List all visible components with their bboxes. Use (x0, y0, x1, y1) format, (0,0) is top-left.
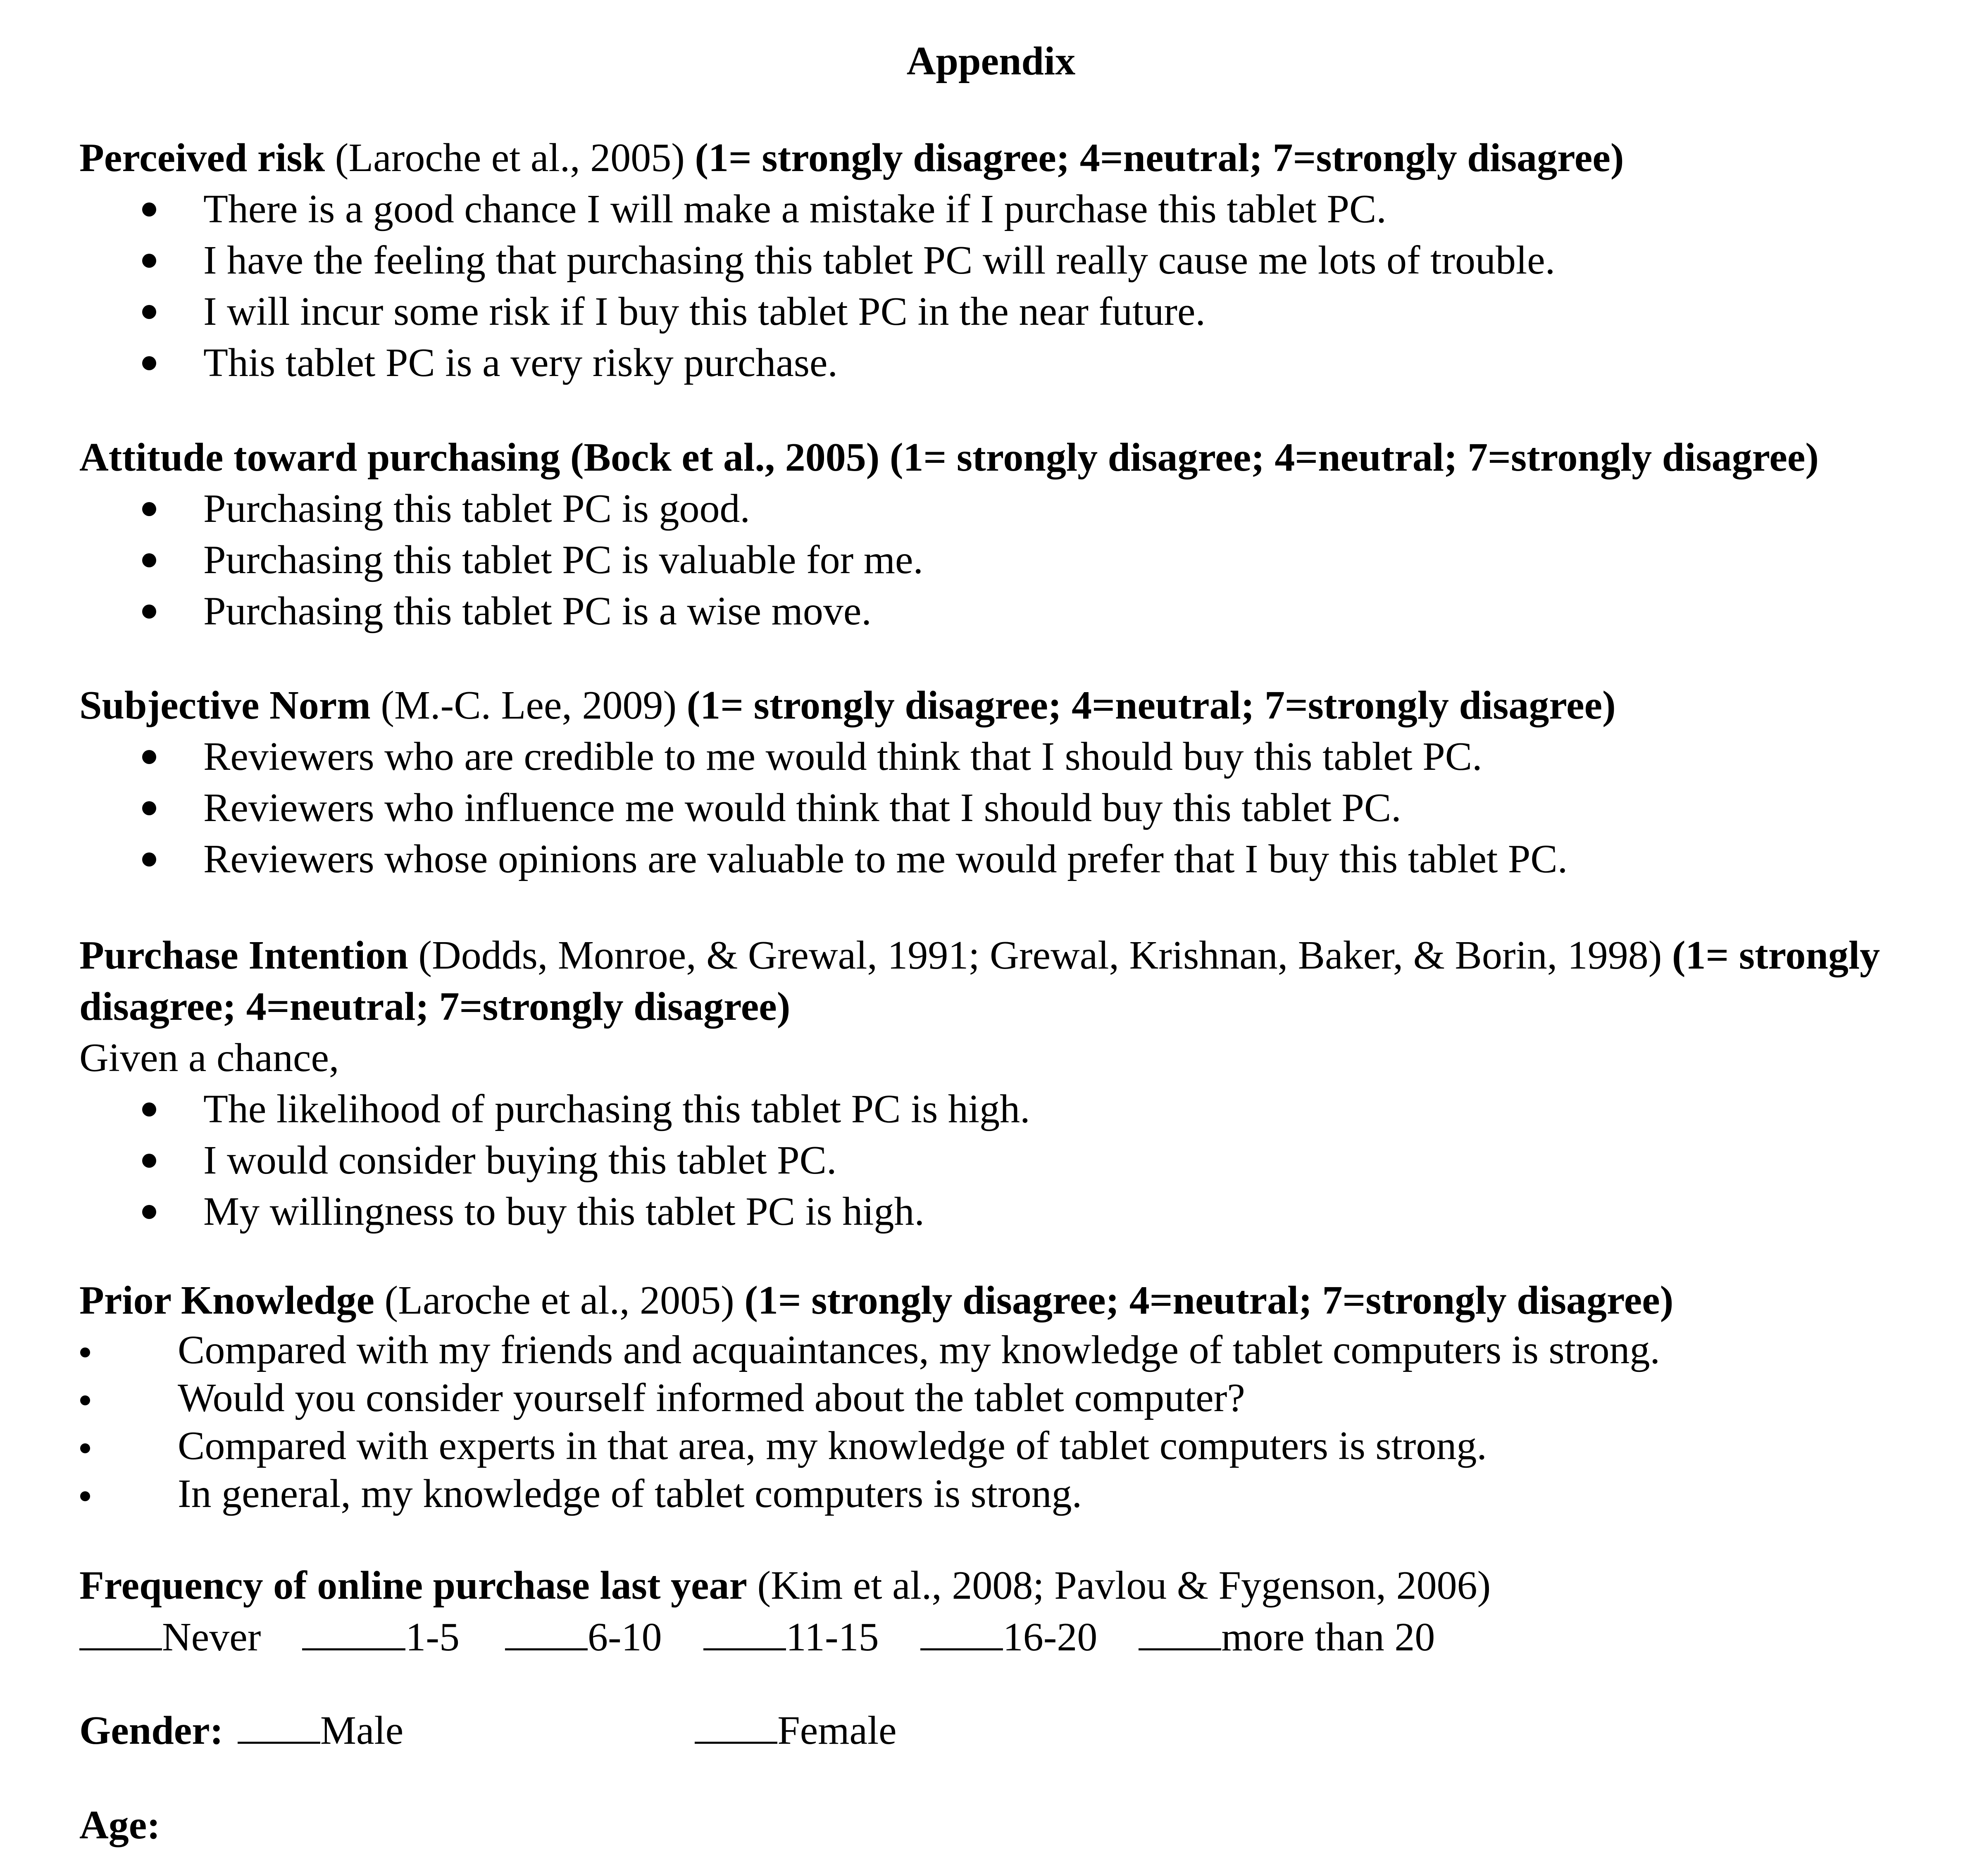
section-heading (79, 930, 1964, 981)
section-age (79, 1800, 1964, 1851)
heading-scale: (1= strongly disagree; 4=neutral; 7=strongly disagree) (744, 1278, 1674, 1323)
bullet-icon (80, 1491, 90, 1501)
gender-label: Gender: (79, 1708, 224, 1753)
heading-citation: (Laroche et al., 2005) (325, 136, 695, 180)
list-item (79, 337, 1964, 388)
gender-option-male[interactable] (238, 1705, 403, 1756)
bullet-icon (142, 254, 156, 268)
heading-title: Prior Knowledge (79, 1278, 375, 1323)
section-gender (79, 1705, 1964, 1756)
list-item (79, 1470, 1964, 1518)
age-row (79, 1800, 1964, 1851)
option-label: 6-10 (588, 1615, 662, 1659)
item-text: Compared with experts in that area, my knowledge of tablet computers is strong. (178, 1424, 1487, 1468)
bullet-icon (142, 801, 156, 815)
list-item (79, 286, 1964, 337)
heading-title: Frequency of online purchase last year (79, 1563, 748, 1608)
bullet-icon (142, 1154, 156, 1168)
age-label: Age: (79, 1803, 160, 1847)
frequency-option[interactable] (505, 1611, 662, 1663)
item-text: Purchasing this tablet PC is good. (203, 486, 750, 531)
option-label: Never (162, 1615, 261, 1659)
item-list (79, 1083, 1964, 1237)
bullet-icon (80, 1443, 90, 1453)
list-item (79, 1374, 1964, 1422)
item-text: Purchasing this tablet PC is valuable for me. (203, 538, 923, 582)
section-purchase-intention (79, 930, 1964, 1237)
item-text: Reviewers who influence me would think that I should buy this tablet PC. (203, 786, 1401, 830)
section-heading (79, 432, 1964, 483)
section-subjective-norm (79, 680, 1964, 885)
heading-scale: (1= strongly disagree; 4=neutral; 7=strongly disagree) (686, 683, 1616, 728)
item-text: Reviewers whose opinions are valuable to me would prefer that I buy this tablet PC. (203, 837, 1568, 881)
item-list (79, 183, 1964, 388)
option-label: Male (320, 1708, 404, 1753)
item-text: In general, my knowledge of tablet computers is strong. (178, 1471, 1082, 1516)
list-item (79, 534, 1964, 586)
item-text: Compared with my friends and acquaintances, my knowledge of tablet computers is strong. (178, 1328, 1660, 1372)
option-label: 11-15 (786, 1615, 879, 1659)
heading-citation: (M.-C. Lee, 2009) (370, 683, 687, 728)
frequency-options (79, 1611, 1964, 1663)
bullet-icon (142, 553, 156, 567)
item-text: I would consider buying this tablet PC. (203, 1138, 837, 1183)
option-label: 16-20 (1003, 1615, 1098, 1659)
section-prior-knowledge (79, 1275, 1964, 1518)
heading-citation: (Kim et al., 2008; Pavlou & Fygenson, 2006) (747, 1563, 1491, 1608)
item-text: There is a good chance I will make a mistake if I purchase this tablet PC. (203, 187, 1386, 231)
section-perceived-risk (79, 132, 1964, 388)
bullet-icon (142, 1205, 156, 1219)
section-heading (79, 132, 1964, 183)
answer-blank[interactable] (703, 1611, 786, 1650)
list-item (79, 1326, 1964, 1374)
gender-row (79, 1705, 1964, 1756)
list-item (79, 235, 1964, 286)
list-item (79, 1083, 1964, 1135)
item-text: The likelihood of purchasing this tablet PC is high. (203, 1087, 1030, 1131)
bullet-icon (80, 1395, 90, 1405)
frequency-option[interactable] (79, 1611, 261, 1663)
heading-title: Purchase Intention (79, 933, 408, 978)
bullet-icon (142, 202, 156, 217)
page-title: Appendix (906, 39, 1076, 83)
frequency-option[interactable] (703, 1611, 879, 1663)
frequency-option[interactable] (302, 1611, 460, 1663)
answer-blank[interactable] (238, 1705, 320, 1744)
answer-blank[interactable] (695, 1705, 777, 1744)
heading-title: Perceived risk (79, 136, 325, 180)
bullet-icon (142, 750, 156, 764)
bullet-icon (142, 356, 156, 370)
item-text: I will incur some risk if I buy this tablet PC in the near future. (203, 289, 1206, 334)
bullet-icon (142, 852, 156, 867)
option-label: more than 20 (1221, 1615, 1435, 1659)
bullet-icon (80, 1347, 90, 1357)
heading-scale-line1: (1= strongly (1672, 933, 1880, 978)
item-text: Reviewers who are credible to me would think that I should buy this tablet PC. (203, 734, 1482, 779)
bullet-icon (142, 502, 156, 516)
answer-blank[interactable] (505, 1611, 588, 1650)
answer-blank[interactable] (920, 1611, 1003, 1650)
answer-blank[interactable] (302, 1611, 405, 1650)
list-item (79, 1135, 1964, 1186)
answer-blank[interactable] (79, 1611, 162, 1650)
option-label: Female (777, 1708, 897, 1753)
bullet-icon (142, 605, 156, 619)
item-text: This tablet PC is a very risky purchase. (203, 340, 838, 385)
item-list (79, 1326, 1964, 1518)
answer-blank[interactable] (1139, 1611, 1221, 1650)
item-text: I have the feeling that purchasing this tablet PC will really cause me lots of trouble. (203, 238, 1556, 283)
item-text: Would you consider yourself informed about the tablet computer? (178, 1376, 1245, 1420)
heading-citation: (Laroche et al., 2005) (374, 1278, 745, 1323)
list-item (79, 782, 1964, 833)
section-attitude (79, 432, 1964, 637)
bullet-icon (142, 305, 156, 319)
list-item (79, 183, 1964, 235)
gender-option-female[interactable] (695, 1705, 896, 1756)
list-item (79, 1186, 1964, 1237)
item-list (79, 483, 1964, 637)
list-item (79, 833, 1964, 885)
section-heading (79, 1560, 1964, 1611)
item-text: Purchasing this tablet PC is a wise move. (203, 589, 872, 633)
list-item (79, 586, 1964, 637)
frequency-option[interactable] (920, 1611, 1098, 1663)
frequency-option[interactable] (1139, 1611, 1435, 1663)
list-item (79, 1422, 1964, 1470)
heading-citation: (Dodds, Monroe, & Grewal, 1991; Grewal, Krishnan, Baker, & Borin, 1998) (408, 933, 1672, 978)
item-text: My willingness to buy this tablet PC is high. (203, 1189, 925, 1234)
section-frequency (79, 1560, 1964, 1663)
heading-scale: (1= strongly disagree; 4=neutral; 7=strongly disagree) (695, 136, 1624, 180)
intro-text: Given a chance, (79, 1036, 339, 1080)
section-heading (79, 680, 1964, 731)
heading-scale-line2: disagree; 4=neutral; 7=strongly disagree) (79, 984, 791, 1029)
list-item (79, 483, 1964, 534)
bullet-icon (142, 1102, 156, 1117)
list-item (79, 731, 1964, 782)
item-list (79, 731, 1964, 885)
heading-title: Subjective Norm (79, 683, 371, 728)
section-heading (79, 1275, 1964, 1326)
heading-title: Attitude toward purchasing (Bock et al., 2005) (1= strongly disagree; 4=neutral; 7=strongly disagree) (79, 435, 1819, 480)
option-label: 1-5 (405, 1615, 460, 1659)
section-heading-cont (79, 981, 1964, 1032)
